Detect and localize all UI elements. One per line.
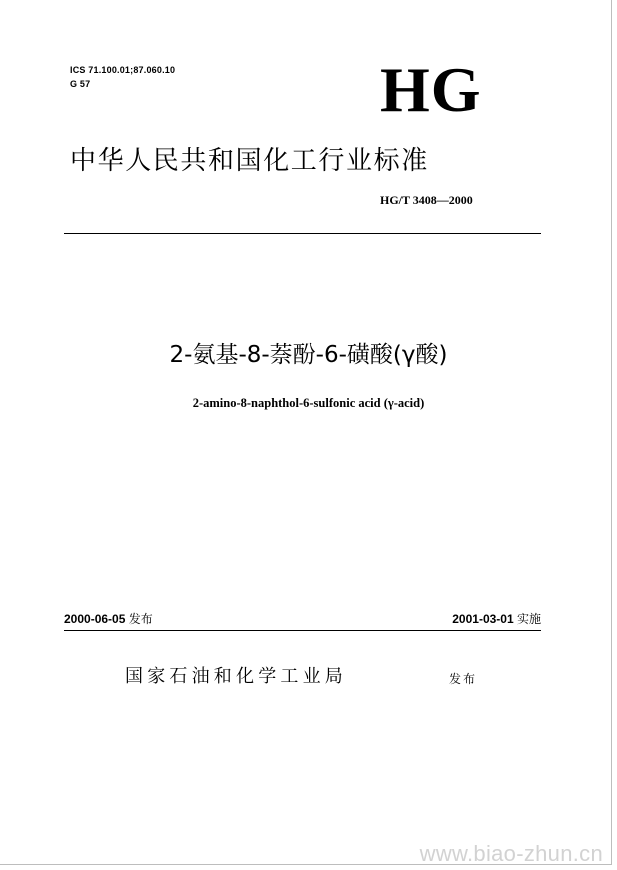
- industry-standard-title: 中华人民共和国化工行业标准: [70, 146, 429, 176]
- document-title-chinese: 2-氨基-8-萘酚-6-磺酸(γ酸): [169, 342, 448, 368]
- document-title-english: 2-amino-8-naphthol-6-sulfonic acid (γ-acid): [192, 396, 425, 410]
- footer-divider: [64, 630, 541, 631]
- standard-number: HG/T 3408—2000: [380, 193, 473, 207]
- implementation-date-label: 实施: [516, 612, 541, 626]
- header-divider: [64, 233, 541, 234]
- classification-codes: [70, 63, 175, 91]
- publisher-name: 国家石油和化学工业局: [125, 666, 347, 687]
- issue-date: [64, 609, 153, 629]
- g-code: G 57: [70, 79, 91, 89]
- ics-code: ICS 71.100.01;87.060.10: [70, 65, 176, 75]
- issue-date-label: 发布: [128, 612, 153, 626]
- hg-logo: HG: [380, 54, 482, 125]
- implementation-date-value: 2001-03-01: [452, 612, 514, 626]
- publisher-action: 发布: [449, 672, 478, 686]
- issue-date-value: 2000-06-05: [64, 612, 126, 626]
- site-watermark: www.biao-zhun.cn: [419, 841, 603, 866]
- implementation-date: [452, 609, 541, 629]
